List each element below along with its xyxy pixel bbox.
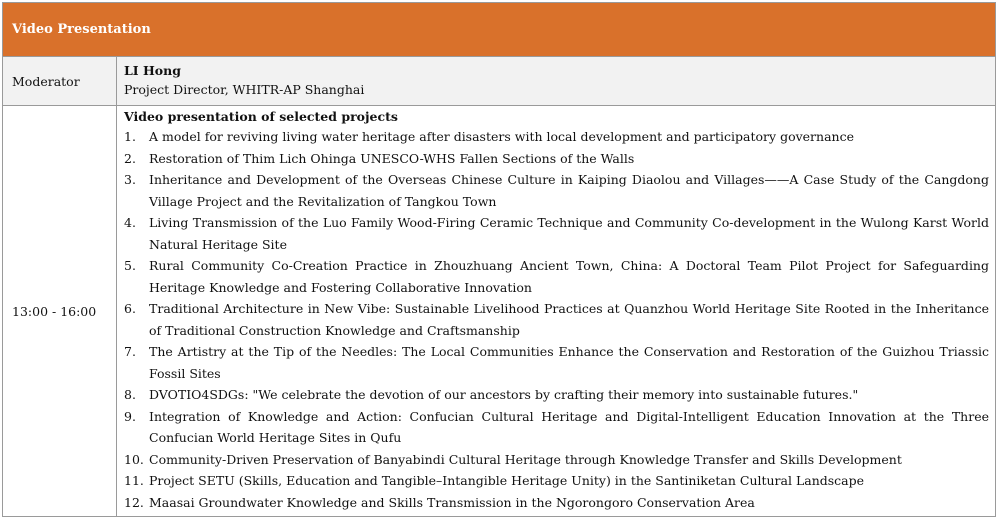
list-item — [124, 126, 995, 148]
list-item — [124, 148, 995, 170]
program-title: Video presentation of selected projects — [124, 109, 398, 124]
item-text: Inheritance and Development of the Overseas Chinese Culture in Kaiping Diaolou and Villages——A Case Study of the Cangdong Village Project and the Revitalization of Tangkou Town — [149, 172, 989, 209]
item-text: DVOTIO4SDGs: "We celebrate the devotion of our ancestors by crafting their memory into sustainable futures." — [149, 387, 859, 402]
list-item — [124, 384, 995, 406]
item-number: 2. — [124, 150, 136, 166]
moderator-details — [117, 57, 995, 105]
item-text: A model for reviving living water heritage after disasters with local development and participatory governance — [149, 129, 854, 144]
item-text: Maasai Groundwater Knowledge and Skills Transmission in the Ngorongoro Conservation Area — [149, 494, 755, 510]
item-number: 10. — [124, 451, 144, 467]
list-item — [124, 449, 995, 471]
list-item — [124, 341, 995, 384]
section-header — [3, 3, 995, 57]
moderator-role: Project Director, WHITR-AP Shanghai — [124, 82, 365, 97]
program-row — [3, 106, 995, 516]
list-item — [124, 406, 995, 449]
item-text: Integration of Knowledge and Action: Confucian Cultural Heritage and Digital-Intelligent Education Innovation at the Three Confucian World Heritage Sites in Qufu — [149, 408, 989, 445]
list-item — [124, 169, 995, 212]
list-item — [124, 255, 995, 298]
list-item — [124, 470, 995, 492]
time-slot: 13:00 - 16:00 — [3, 106, 117, 516]
item-text: Rural Community Co-Creation Practice in Zhouzhuang Ancient Town, China: A Doctoral Team Pilot Project for Safeguarding Heritage Knowledge and Fostering Collaborative Innovation — [149, 258, 989, 295]
item-number: 5. — [124, 258, 136, 273]
item-number: 12. — [124, 494, 144, 510]
list-item — [124, 212, 995, 255]
item-text: Project SETU (Skills, Education and Tangible–Intangible Heritage Unity) in the Santiniketan Cultural Landscape — [149, 473, 865, 488]
item-text: The Artistry at the Tip of the Needles: The Local Communities Enhance the Conservation and Restoration of the Guizhou Triassic Fossil Sites — [149, 344, 989, 381]
item-number: 3. — [124, 172, 136, 187]
item-number: 6. — [124, 301, 136, 316]
item-number: 8. — [124, 387, 136, 402]
item-text: Living Transmission of the Luo Family Wood-Firing Ceramic Technique and Community Co-development in the Wulong Karst World Natural Heritage Site — [149, 215, 989, 252]
list-item — [124, 298, 995, 341]
list-item — [124, 492, 995, 514]
project-list — [124, 126, 995, 513]
moderator-name: LI Hong — [124, 63, 181, 78]
item-text: Traditional Architecture in New Vibe: Sustainable Livelihood Practices at Quanzhou World Heritage Site Rooted in the Inheritance of Traditional Construction Knowledge and Craftsmanship — [149, 301, 989, 338]
item-number: 9. — [124, 408, 136, 424]
item-number: 4. — [124, 215, 136, 230]
program-details — [117, 106, 995, 516]
section-title: Video Presentation — [12, 22, 151, 37]
item-number: 1. — [124, 129, 136, 144]
moderator-label: Moderator — [3, 57, 117, 105]
moderator-row — [3, 57, 995, 106]
item-number: 7. — [124, 344, 136, 359]
item-text: Community-Driven Preservation of Banyabindi Cultural Heritage through Knowledge Transfer and Skills Development — [149, 451, 902, 467]
item-number: 11. — [124, 473, 144, 488]
item-text: Restoration of Thim Lich Ohinga UNESCO-WHS Fallen Sections of the Walls — [149, 150, 635, 166]
agenda-table — [2, 2, 996, 517]
